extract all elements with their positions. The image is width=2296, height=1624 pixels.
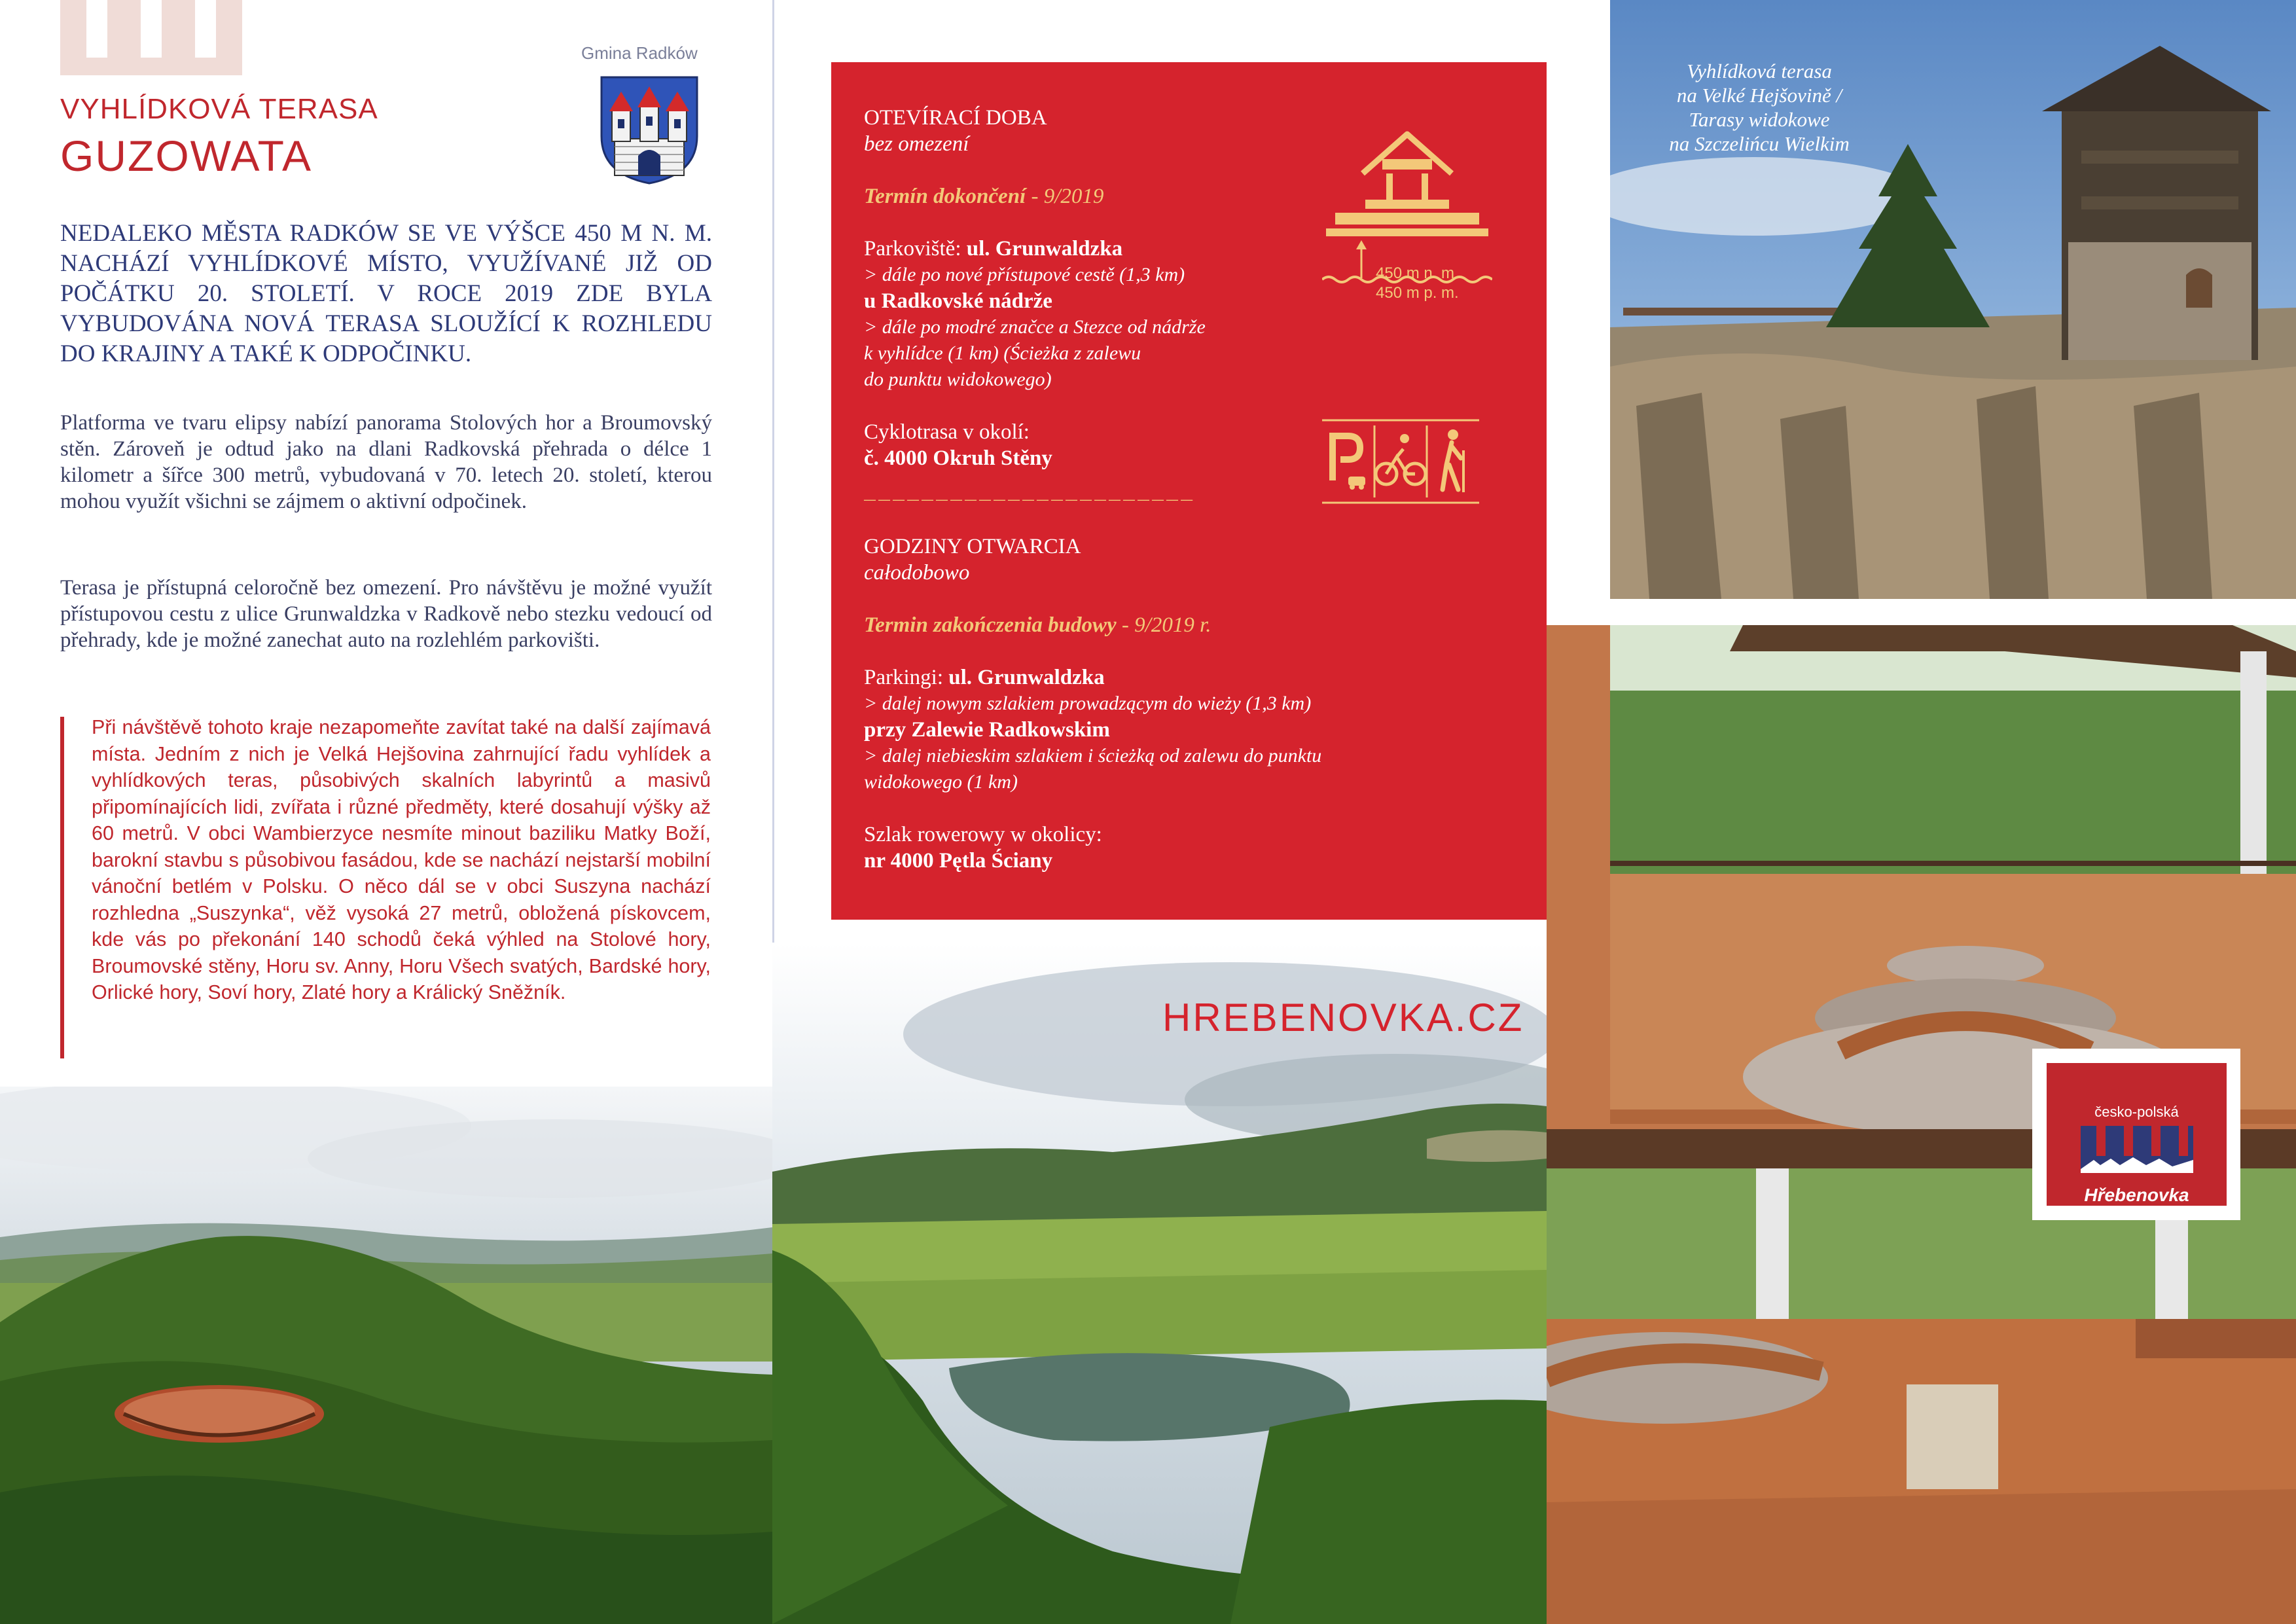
- parking-icon: [1333, 436, 1365, 490]
- cz-hours-value: bez omezení: [864, 132, 969, 156]
- reservoir-valley-photo: [772, 943, 1547, 1624]
- amenities-icon-row: [1322, 419, 1479, 504]
- cz-parking-reservoir: u Radkovské nádrže: [864, 289, 1052, 313]
- caption-line: Tarasy widokowe: [1689, 108, 1830, 131]
- terrace-landscape-photo: [0, 1087, 772, 1624]
- brand-stripes-icon: [2081, 1126, 2193, 1173]
- caption-line: Vyhlídková terasa: [1687, 60, 1832, 82]
- pl-completion-value: - 9/2019 r.: [1116, 613, 1211, 637]
- cz-parking-street: ul. Grunwaldzka: [966, 237, 1123, 261]
- cz-bike-route: č. 4000 Okruh Stěny: [864, 446, 1052, 470]
- pl-completion: [864, 612, 1211, 638]
- language-separator: _______________________: [864, 483, 1196, 505]
- cz-parking-line: [864, 236, 1122, 262]
- cz-hours-heading: OTEVÍRACÍ DOBA: [864, 106, 1047, 130]
- page-kicker: VYHLÍDKOVÁ TERASA: [60, 93, 378, 125]
- photo-caption: [1648, 59, 1871, 156]
- caption-line: na Velké Hejšovině /: [1676, 84, 1842, 107]
- pl-hours-heading: GODZINY OTWARCIA: [864, 535, 1081, 558]
- hiker-icon: [1443, 429, 1463, 492]
- pl-parking-route2b: widokowego (1 km): [864, 771, 1018, 793]
- pl-completion-label: Termin zakończenia budowy: [864, 613, 1117, 637]
- pl-parking-line: [864, 664, 1105, 691]
- cz-parking-route2c: do punktu widokowego): [864, 369, 1052, 390]
- pl-parking-reservoir: przy Zalewie Radkowskim: [864, 718, 1110, 742]
- cz-parking-route2b: k vyhlídce (1 km) (Ścieżka z zalewu: [864, 342, 1141, 364]
- pl-parking-route2a: > dalej niebieskim szlakiem i ścieżką od zalewu do punktu: [864, 745, 1322, 767]
- hrebenovka-logo: [2047, 1063, 2227, 1206]
- pl-hours-value: całodobowo: [864, 561, 970, 585]
- elevation-label-cz: 450 m n. m.: [1376, 264, 1459, 282]
- brand-name: Hřebenovka: [2084, 1185, 2189, 1205]
- cz-bike-label: Cyklotrasa v okolí:: [864, 420, 1030, 444]
- cz-parking-label: Parkoviště:: [864, 237, 967, 261]
- cz-parking-route1: > dále po nové přístupové cestě (1,3 km): [864, 264, 1185, 285]
- tips-accent-bar: [60, 717, 64, 1058]
- body-paragraph-access: Terasa je přístupná celoročně bez omezení. Pro návštěvu je možné využít přístupovou cestu z ulice Grunwaldzka v Radkově nebo stezku vedoucí od přehrady, kde je možné zanechat auto na rozlehlém parkovišti.: [60, 576, 712, 652]
- cz-completion: [864, 183, 1103, 209]
- caption-line: na Szczelińcu Wielkim: [1669, 132, 1850, 155]
- pl-parking-label: Parkingi:: [864, 666, 949, 689]
- lookout-terrace-icon: [1322, 128, 1492, 285]
- lead-paragraph: NEDALEKO MĚSTA RADKÓW SE VE VÝŠCE 450 M N. M. NACHÁZÍ VYHLÍDKOVÉ MÍSTO, VYUŽÍVANÉ JIŽ OD POČÁTKU 20. STOLETÍ. V ROCE 2019 ZDE BYLA VYBUDOVÁNA NOVÁ TERASA SLOUŽÍCÍ K ROZHLEDU DO KRAJINY A TAKÉ K ODPOČINKU.: [60, 220, 712, 367]
- bicycle-icon: [1376, 434, 1426, 484]
- page-title: GUZOWATA: [60, 132, 313, 180]
- tips-paragraph: Při návštěvě tohoto kraje nezapomeňte zavítat také na další zajímavá místa. Jedním z nich je Velká Hejšovina zahrnující řadu vyhlídek a vyhlídkových teras, působivých skalních labyrintů a masivů připomínajících lidi, zvířata i různé předměty, které dosahují výšky až 60 metrů. V obci Wambierzyce nesmíte minout baziliku Matky Boží, barokní stavbu s působivou fasádou, kde se nachází nejstarší mobilní vánoční betlém v Polsku. O něco dál se v obci Suszyna nachází rozhledna „Suszynka“, věž vysoká 27 metrů, obložená pískovcem, kde vás po překonání 140 schodů čeká výhled na Stolové hory, Broumovské stěny, Horu sv. Anny, Horu Všech svatých, Bardské hory, Orlické hory, Soví hory, Zlaté hory a Králický Sněžník.: [92, 716, 711, 1003]
- info-card: [831, 62, 1590, 920]
- cz-parking-route2a: > dále po modré značce a Stezce od nádrže: [864, 316, 1206, 338]
- coat-of-arms-icon: [600, 76, 698, 185]
- pl-parking-street: ul. Grunwaldzka: [948, 666, 1105, 689]
- cz-completion-label: Termín dokončení: [864, 185, 1026, 208]
- pl-bike-route: nr 4000 Pętla Ściany: [864, 849, 1053, 873]
- pl-bike-label: Szlak rowerowy w okolicy:: [864, 823, 1102, 846]
- brand-stripes-logo: [60, 0, 242, 75]
- gmina-label: Gmina Radków: [581, 43, 698, 63]
- website-link[interactable]: HREBENOVKA.CZ: [1162, 996, 1524, 1039]
- pl-parking-route1: > dalej nowym szlakiem prowadzącym do wieży (1,3 km): [864, 693, 1312, 714]
- body-paragraph-platform: Platforma ve tvaru elipsy nabízí panorama Stolových hor a Broumovský stěn. Zároveň je odtud jako na dlani Radkovská přehrada o délce 1 kilometr a šířce 300 metrů, vybudovaná v 70. letech 20. století, kterou mohou využít všichni se zájmem o aktivní odpočinek.: [60, 411, 712, 513]
- cz-completion-value: - 9/2019: [1026, 185, 1104, 208]
- elevation-label-pl: 450 m p. m.: [1376, 284, 1459, 302]
- brand-tagline: česko-polská: [2094, 1104, 2179, 1120]
